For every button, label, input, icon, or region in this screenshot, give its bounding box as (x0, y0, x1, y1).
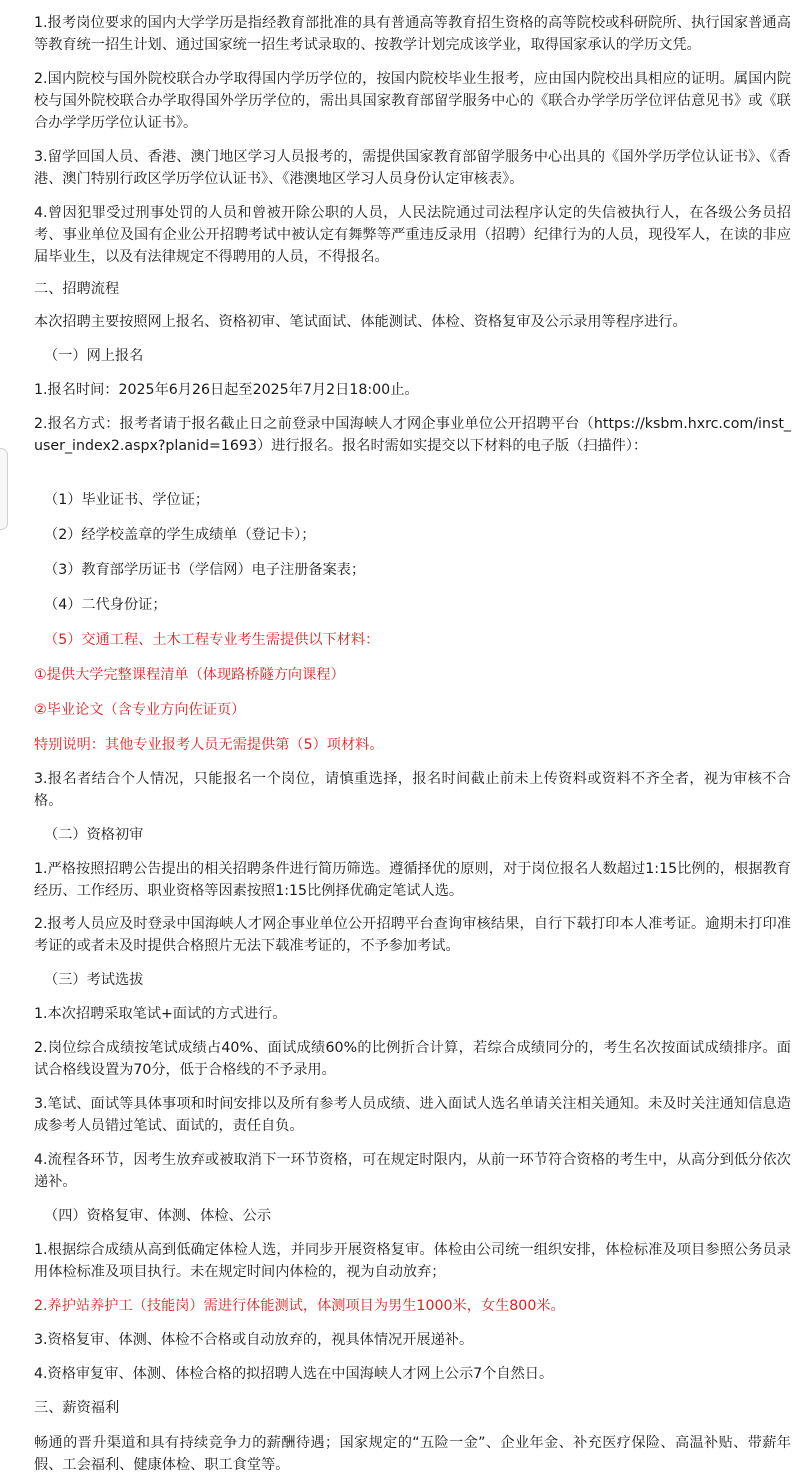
section-heading-benefits: 三、薪资福利 (34, 1400, 120, 1416)
paragraph-overseas-study: 3.留学回国人员、香港、澳门地区学习人员报考的，需提供国家教育部留学服务中心出具的《国外学历学位认证书》、《香港、澳门特别行政区学历学位认证书》、《港澳地区学习人员身份认定审核表》。 (34, 149, 791, 187)
paragraph-process-overview: 本次招聘主要按照网上报名、资格初审、笔试面试、体能测试、体检、资格复审及公示录用等程序进行。 (34, 314, 687, 330)
subheading-preliminary-review: （二）资格初审 (44, 827, 144, 843)
list-item-registration-form: （3）教育部学历证书（学信网）电子注册备案表； (44, 562, 366, 578)
list-item-id-card: （4）二代身份证； (44, 597, 167, 613)
list-item-transcript: （2）经学校盖章的学生成绩单（登记卡）； (44, 527, 316, 543)
paragraph-admission-ticket: 2.报考人员应及时登录中国海峡人才网企事业单位公开招聘平台查询审核结果，自行下载打印本人准考证。逾期未打印准考证的或者未及时提供合格照片无法下载准考证的，不予参加考试。 (34, 916, 791, 954)
paragraph-medical-exam: 1.根据综合成绩从高到低确定体检人选，并同步开展资格复审。体检由公司统一组织安排，体检标准及项目参照公务员录用体检标准及项目执行。未在规定时间内体检的，视为自动放弃； (34, 1242, 791, 1280)
paragraph-single-position: 3.报名者结合个人情况，只能报名一个岗位，请慎重选择，报名时间截止前未上传资料或资料不齐全者，视为审核不合格。 (34, 771, 791, 809)
paragraph-registration-method: 2.报名方式：报考者请于报名截止日之前登录中国海峡人才网企事业单位公开招聘平台（https://ksbm.hxrc.com/inst_user_index2.aspx?planid=1693）进行报名。报名时需如实提交以下材料的电子版（扫描件）： (34, 416, 791, 454)
paragraph-publicity: 4.资格审复审、体测、体检合格的拟招聘人选在中国海峡人才网上公示7个自然日。 (34, 1366, 554, 1382)
subheading-recheck-physical: （四）资格复审、体测、体检、公示 (44, 1208, 272, 1224)
paragraph-score-weighting: 2.岗位综合成绩按笔试成绩占40%、面试成绩60%的比例折合计算，若综合成绩同分的，考生名次按面试成绩排序。面试合格线设置为70分，低于合格线的不予录用。 (34, 1040, 791, 1078)
list-item-thesis: ②毕业论文（含专业方向佐证页） (34, 702, 246, 718)
paragraph-benefits: 畅通的晋升渠道和具有持续竞争力的薪酬待遇；国家规定的“五险一金”、企业年金、补充医疗保险、高温补贴、带薪年假、工会福利、健康体检、职工食堂等。 (34, 1435, 791, 1473)
paragraph-ineligible: 4.曾因犯罪受过刑事处罚的人员和曾被开除公职的人员，人民法院通过司法程序认定的失信被执行人，在各级公务员招考、事业单位及国有企业公开招聘考试中被认定有舞弊等严重违反录用（招聘）纪律行为的人员，现役军人，在读的非应届毕业生，以及有法律规定不得聘用的人员，不得报名。 (34, 205, 791, 265)
list-item-course-list: ①提供大学完整课程清单（体现路桥隧方向课程） (34, 667, 345, 683)
section-heading-process: 二、招聘流程 (34, 281, 120, 297)
special-note: 特别说明：其他专业报考人员无需提供第（5）项材料。 (34, 737, 384, 753)
paragraph-backfill: 4.流程各环节，因考生放弃或被取消下一环节资格，可在规定时限内，从前一环节符合资格的考生中，从高分到低分依次递补。 (34, 1152, 791, 1190)
paragraph-fitness-test: 2.养护站养护工（技能岗）需进行体能测试，体测项目为男生1000米，女生800米。 (34, 1298, 565, 1314)
subheading-online-registration: （一）网上报名 (44, 348, 144, 364)
paragraph-degree-definition: 1.报考岗位要求的国内大学学历是指经教育部批准的具有普通高等教育招生资格的高等院校或科研院所、执行国家普通高等教育统一招生计划、通过国家统一招生考试录取的、按教学计划完成该学业，取得国家承认的学历文凭。 (34, 15, 791, 53)
paragraph-joint-program: 2.国内院校与国外院校联合办学取得国内学历学位的，按国内院校毕业生报考，应由国内院校出具相应的证明。属国内院校与国外院校联合办学取得国外学历学位的，需出具国家教育部留学服务中心的《联合办学学历学位评估意见书》或《联合办学学历学位认证书》。 (34, 71, 791, 131)
list-item-diploma: （1）毕业证书、学位证； (44, 492, 210, 508)
subheading-exam-selection: （三）考试选拔 (44, 972, 144, 988)
paragraph-registration-time: 1.报名时间：2025年6月26日起至2025年7月2日18:00止。 (34, 382, 419, 398)
paragraph-exam-notices: 3.笔试、面试等具体事项和时间安排以及所有参考人员成绩、进入面试人选名单请关注相关通知。未及时关注通知信息造成参考人员错过笔试、面试的，责任自负。 (34, 1096, 791, 1134)
paragraph-exam-format: 1.本次招聘采取笔试+面试的方式进行。 (34, 1006, 287, 1022)
paragraph-screening: 1.严格按照招聘公告提出的相关招聘条件进行简历筛选。遵循择优的原则，对于岗位报名人数超过1:15比例的，根据教育经历、工作经历、职业资格等因素按照1:15比例择优确定笔试人选。 (34, 861, 791, 899)
paragraph-unqualified-backfill: 3.资格复审、体测、体检不合格或自动放弃的，视具体情况开展递补。 (34, 1332, 474, 1348)
list-item-engineering-materials: （5）交通工程、土木工程专业考生需提供以下材料： (44, 632, 380, 648)
